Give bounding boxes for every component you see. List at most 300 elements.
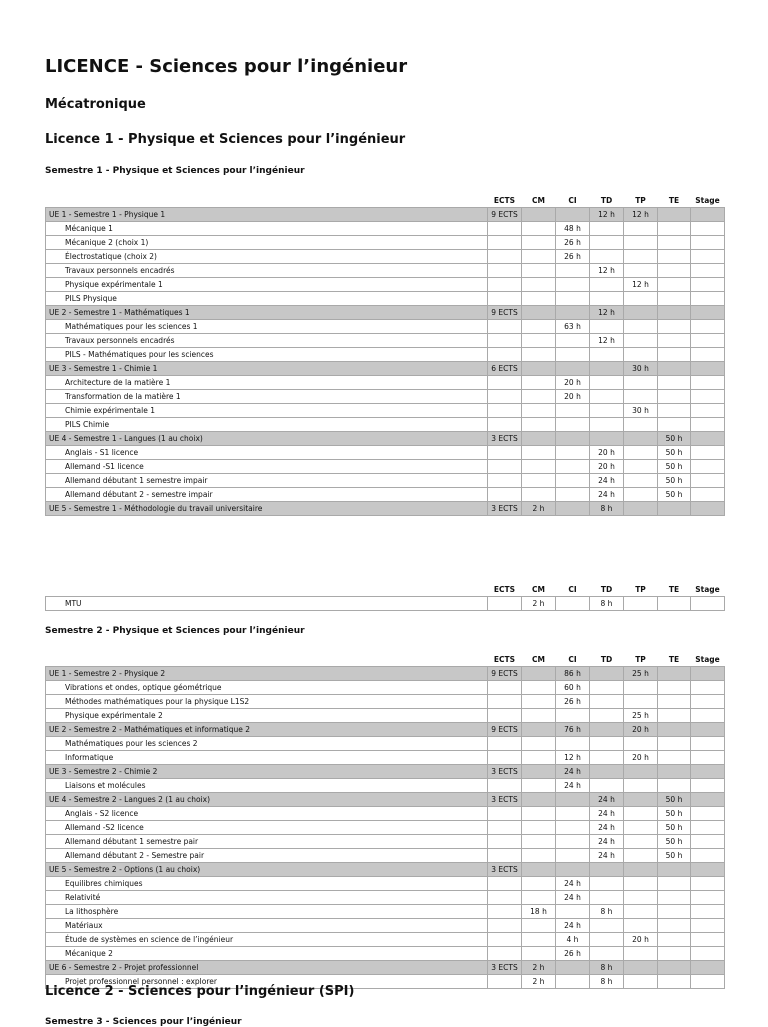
- column-header: ECTS: [493, 584, 516, 594]
- cell-tp: [624, 793, 658, 807]
- cell-te: 50 h: [658, 488, 691, 502]
- course-label: Projet professionnel personnel : explorer: [46, 975, 488, 989]
- cell-tp: [624, 835, 658, 849]
- cell-td: 8 h: [590, 975, 624, 989]
- cell-stage: [691, 975, 725, 989]
- cell-stage: [691, 222, 725, 236]
- cell-cm: [522, 376, 556, 390]
- cell-cm: [522, 264, 556, 278]
- cell-stage: [691, 947, 725, 961]
- ue-row: [46, 502, 725, 516]
- cell-ci: [556, 306, 590, 320]
- course-row: [46, 807, 725, 821]
- cell-stage: [691, 208, 725, 222]
- cell-tp: 25 h: [624, 667, 658, 681]
- course-row: [46, 222, 725, 236]
- course-label: Travaux personnels encadrés: [46, 334, 488, 348]
- cell-td: [590, 919, 624, 933]
- ue-row: [46, 362, 725, 376]
- cell-cm: [522, 306, 556, 320]
- column-header: TD: [600, 654, 613, 664]
- semester-3-heading: Semestre 3 - Sciences pour l’ingénieur: [45, 1017, 242, 1027]
- cell-tp: [624, 474, 658, 488]
- course-label: Informatique: [46, 751, 488, 765]
- cell-stage: [691, 765, 725, 779]
- cell-tp: [624, 863, 658, 877]
- cell-ects: [488, 446, 522, 460]
- cell-tp: [624, 695, 658, 709]
- cell-ci: 24 h: [556, 877, 590, 891]
- cell-te: [658, 320, 691, 334]
- cell-ci: 24 h: [556, 765, 590, 779]
- cell-ects: [488, 919, 522, 933]
- cell-stage: [691, 793, 725, 807]
- cell-stage: [691, 502, 725, 516]
- cell-stage: [691, 751, 725, 765]
- cell-te: [658, 709, 691, 723]
- cell-ci: [556, 807, 590, 821]
- cell-td: [590, 891, 624, 905]
- ue-label: UE 3 - Semestre 1 - Chimie 1: [46, 362, 488, 376]
- cell-ci: [556, 418, 590, 432]
- cell-tp: 12 h: [624, 278, 658, 292]
- cell-td: [590, 737, 624, 751]
- cell-stage: [691, 779, 725, 793]
- cell-ci: [556, 446, 590, 460]
- cell-ects: [488, 250, 522, 264]
- ue-label: UE 3 - Semestre 2 - Chimie 2: [46, 765, 488, 779]
- course-label: Relativité: [46, 891, 488, 905]
- cell-stage: [691, 348, 725, 362]
- cell-cm: [522, 849, 556, 863]
- cell-stage: [691, 723, 725, 737]
- licence-1-heading: Licence 1 - Physique et Sciences pour l’ingénieur: [45, 132, 406, 147]
- course-label: Allemand débutant 1 semestre impair: [46, 474, 488, 488]
- cell-tp: [624, 460, 658, 474]
- cell-stage: [691, 849, 725, 863]
- cell-cm: [522, 432, 556, 446]
- cell-stage: [691, 404, 725, 418]
- cell-ects: [488, 821, 522, 835]
- cell-stage: [691, 681, 725, 695]
- cell-ects: [488, 779, 522, 793]
- cell-ects: [488, 292, 522, 306]
- cell-td: [590, 292, 624, 306]
- column-header: CM: [532, 195, 545, 205]
- cell-ects: [488, 905, 522, 919]
- cell-cm: [522, 807, 556, 821]
- cell-td: [590, 933, 624, 947]
- cell-cm: [522, 765, 556, 779]
- ue-label: UE 1 - Semestre 1 - Physique 1: [46, 208, 488, 222]
- course-label: Allemand -S1 licence: [46, 460, 488, 474]
- cell-td: [590, 695, 624, 709]
- cell-tp: [624, 919, 658, 933]
- cell-te: 50 h: [658, 807, 691, 821]
- cell-td: [590, 709, 624, 723]
- cell-tp: [624, 446, 658, 460]
- cell-cm: [522, 695, 556, 709]
- cell-ects: [488, 404, 522, 418]
- cell-ci: 4 h: [556, 933, 590, 947]
- ue-label: UE 4 - Semestre 1 - Langues (1 au choix): [46, 432, 488, 446]
- cell-ci: [556, 362, 590, 376]
- column-header: Stage: [695, 584, 720, 594]
- course-row: [46, 390, 725, 404]
- cell-cm: [522, 723, 556, 737]
- cell-cm: [522, 446, 556, 460]
- cell-ci: 12 h: [556, 751, 590, 765]
- course-row: [46, 376, 725, 390]
- cell-cm: [522, 488, 556, 502]
- cell-ci: [556, 835, 590, 849]
- cell-ects: [488, 947, 522, 961]
- cell-ci: 63 h: [556, 320, 590, 334]
- cell-tp: [624, 681, 658, 695]
- cell-td: 24 h: [590, 488, 624, 502]
- cell-td: 24 h: [590, 474, 624, 488]
- cell-stage: [691, 460, 725, 474]
- cell-tp: [624, 432, 658, 446]
- cell-stage: [691, 597, 725, 611]
- ue-label: UE 2 - Semestre 2 - Mathématiques et informatique 2: [46, 723, 488, 737]
- cell-stage: [691, 863, 725, 877]
- course-label: Électrostatique (choix 2): [46, 250, 488, 264]
- course-row: [46, 460, 725, 474]
- ue-label: UE 2 - Semestre 1 - Mathématiques 1: [46, 306, 488, 320]
- course-label: Mathématiques pour les sciences 1: [46, 320, 488, 334]
- cell-cm: 2 h: [522, 502, 556, 516]
- cell-td: [590, 681, 624, 695]
- course-label: Mécanique 1: [46, 222, 488, 236]
- cell-ects: 3 ECTS: [488, 502, 522, 516]
- cell-stage: [691, 264, 725, 278]
- cell-td: [590, 765, 624, 779]
- cell-ci: [556, 863, 590, 877]
- cell-tp: [624, 334, 658, 348]
- cell-ci: [556, 460, 590, 474]
- course-row: [46, 236, 725, 250]
- cell-td: [590, 723, 624, 737]
- semester-2-table: [45, 653, 725, 989]
- course-label: Allemand débutant 2 - semestre impair: [46, 488, 488, 502]
- cell-te: [658, 905, 691, 919]
- cell-te: [658, 919, 691, 933]
- ue-label: UE 4 - Semestre 2 - Langues 2 (1 au choix): [46, 793, 488, 807]
- course-row: [46, 681, 725, 695]
- cell-tp: 20 h: [624, 751, 658, 765]
- course-label: Matériaux: [46, 919, 488, 933]
- cell-te: [658, 765, 691, 779]
- cell-tp: [624, 891, 658, 905]
- column-header: TE: [668, 584, 680, 594]
- cell-td: 8 h: [590, 905, 624, 919]
- cell-ects: [488, 222, 522, 236]
- cell-te: [658, 334, 691, 348]
- cell-cm: [522, 348, 556, 362]
- cell-td: 12 h: [590, 264, 624, 278]
- cell-ci: 26 h: [556, 236, 590, 250]
- cell-cm: 2 h: [522, 975, 556, 989]
- cell-cm: [522, 460, 556, 474]
- cell-tp: [624, 250, 658, 264]
- ue-label: UE 6 - Semestre 2 - Projet professionnel: [46, 961, 488, 975]
- ue-row: [46, 961, 725, 975]
- cell-cm: [522, 292, 556, 306]
- course-label: Allemand débutant 2 - Semestre pair: [46, 849, 488, 863]
- cell-tp: [624, 418, 658, 432]
- cell-te: 50 h: [658, 446, 691, 460]
- cell-cm: [522, 278, 556, 292]
- program-subtitle: Mécatronique: [45, 97, 146, 112]
- cell-stage: [691, 488, 725, 502]
- cell-cm: [522, 334, 556, 348]
- cell-te: [658, 390, 691, 404]
- course-row: [46, 919, 725, 933]
- cell-te: [658, 933, 691, 947]
- cell-te: [658, 863, 691, 877]
- cell-ects: 9 ECTS: [488, 306, 522, 320]
- cell-tp: 30 h: [624, 404, 658, 418]
- cell-tp: [624, 779, 658, 793]
- course-label: Vibrations et ondes, optique géométrique: [46, 681, 488, 695]
- cell-ects: [488, 695, 522, 709]
- cell-ects: [488, 751, 522, 765]
- course-label: Anglais - S1 licence: [46, 446, 488, 460]
- cell-td: 20 h: [590, 460, 624, 474]
- course-row: [46, 737, 725, 751]
- cell-te: [658, 779, 691, 793]
- cell-te: 50 h: [658, 821, 691, 835]
- column-header: Stage: [695, 654, 720, 664]
- course-label: La lithosphère: [46, 905, 488, 919]
- cell-td: [590, 250, 624, 264]
- cell-ects: 9 ECTS: [488, 723, 522, 737]
- cell-ects: [488, 681, 522, 695]
- cell-te: [658, 947, 691, 961]
- cell-td: [590, 222, 624, 236]
- course-row: [46, 751, 725, 765]
- cell-ects: [488, 278, 522, 292]
- cell-te: 50 h: [658, 474, 691, 488]
- cell-te: 50 h: [658, 432, 691, 446]
- cell-ci: 76 h: [556, 723, 590, 737]
- cell-ci: 26 h: [556, 695, 590, 709]
- cell-ects: [488, 474, 522, 488]
- cell-ci: [556, 292, 590, 306]
- cell-td: [590, 320, 624, 334]
- cell-te: [658, 723, 691, 737]
- cell-ci: 26 h: [556, 947, 590, 961]
- cell-ci: [556, 404, 590, 418]
- column-header: CI: [568, 584, 577, 594]
- cell-ects: [488, 390, 522, 404]
- ue-label: UE 1 - Semestre 2 - Physique 2: [46, 667, 488, 681]
- cell-ects: 3 ECTS: [488, 793, 522, 807]
- cell-ci: [556, 709, 590, 723]
- column-header: TD: [600, 584, 613, 594]
- course-row: [46, 278, 725, 292]
- cell-te: 50 h: [658, 849, 691, 863]
- column-header: TP: [635, 195, 646, 205]
- cell-te: [658, 292, 691, 306]
- ue-label: UE 5 - Semestre 1 - Méthodologie du travail universitaire: [46, 502, 488, 516]
- cell-ects: [488, 709, 522, 723]
- course-row: [46, 250, 725, 264]
- cell-cm: [522, 793, 556, 807]
- cell-ci: [556, 334, 590, 348]
- cell-stage: [691, 278, 725, 292]
- course-label: Liaisons et molécules: [46, 779, 488, 793]
- cell-cm: 2 h: [522, 961, 556, 975]
- cell-te: [658, 502, 691, 516]
- cell-tp: [624, 807, 658, 821]
- cell-ects: [488, 348, 522, 362]
- cell-stage: [691, 250, 725, 264]
- cell-tp: [624, 597, 658, 611]
- ue-row: [46, 793, 725, 807]
- cell-td: [590, 751, 624, 765]
- cell-stage: [691, 474, 725, 488]
- cell-td: 12 h: [590, 334, 624, 348]
- cell-td: 24 h: [590, 849, 624, 863]
- cell-tp: [624, 236, 658, 250]
- cell-stage: [691, 961, 725, 975]
- cell-stage: [691, 334, 725, 348]
- cell-stage: [691, 821, 725, 835]
- cell-cm: [522, 418, 556, 432]
- cell-cm: [522, 779, 556, 793]
- cell-ci: [556, 432, 590, 446]
- cell-te: [658, 306, 691, 320]
- cell-ci: [556, 961, 590, 975]
- cell-ects: [488, 835, 522, 849]
- cell-ects: [488, 849, 522, 863]
- cell-td: [590, 779, 624, 793]
- cell-ects: [488, 891, 522, 905]
- ue-row: [46, 765, 725, 779]
- cell-ects: 3 ECTS: [488, 863, 522, 877]
- cell-te: 50 h: [658, 793, 691, 807]
- course-label: Travaux personnels encadrés: [46, 264, 488, 278]
- cell-ci: 86 h: [556, 667, 590, 681]
- cell-te: [658, 348, 691, 362]
- course-label: MTU: [46, 597, 488, 611]
- cell-ects: [488, 376, 522, 390]
- cell-tp: [624, 306, 658, 320]
- cell-te: [658, 877, 691, 891]
- course-label: PILS Physique: [46, 292, 488, 306]
- cell-ects: 9 ECTS: [488, 208, 522, 222]
- column-header: CI: [568, 195, 577, 205]
- cell-ci: [556, 278, 590, 292]
- cell-ects: 3 ECTS: [488, 765, 522, 779]
- cell-cm: [522, 709, 556, 723]
- cell-te: 50 h: [658, 460, 691, 474]
- cell-td: [590, 278, 624, 292]
- cell-te: [658, 236, 691, 250]
- cell-te: [658, 961, 691, 975]
- cell-cm: [522, 821, 556, 835]
- table-header: [46, 194, 725, 208]
- cell-te: 50 h: [658, 835, 691, 849]
- cell-td: 24 h: [590, 835, 624, 849]
- cell-cm: 2 h: [522, 597, 556, 611]
- cell-ci: 20 h: [556, 390, 590, 404]
- course-label: Physique expérimentale 2: [46, 709, 488, 723]
- column-header: TD: [600, 195, 613, 205]
- cell-tp: [624, 292, 658, 306]
- cell-stage: [691, 362, 725, 376]
- cell-tp: [624, 222, 658, 236]
- cell-ects: [488, 488, 522, 502]
- cell-td: [590, 877, 624, 891]
- cell-ects: [488, 460, 522, 474]
- cell-ects: [488, 975, 522, 989]
- ue-row: [46, 723, 725, 737]
- cell-td: 8 h: [590, 502, 624, 516]
- cell-td: 8 h: [590, 961, 624, 975]
- cell-cm: [522, 390, 556, 404]
- cell-cm: [522, 320, 556, 334]
- cell-stage: [691, 418, 725, 432]
- ue-label: UE 5 - Semestre 2 - Options (1 au choix): [46, 863, 488, 877]
- cell-te: [658, 418, 691, 432]
- course-label: Transformation de la matière 1: [46, 390, 488, 404]
- cell-cm: [522, 835, 556, 849]
- semester-1-table: [45, 194, 725, 516]
- cell-stage: [691, 695, 725, 709]
- cell-cm: [522, 667, 556, 681]
- cell-cm: [522, 236, 556, 250]
- column-header: ECTS: [493, 654, 516, 664]
- course-row: [46, 292, 725, 306]
- cell-cm: [522, 947, 556, 961]
- cell-ci: [556, 474, 590, 488]
- cell-ci: [556, 793, 590, 807]
- cell-ects: [488, 236, 522, 250]
- cell-td: [590, 362, 624, 376]
- page-title: LICENCE - Sciences pour l’ingénieur: [45, 56, 408, 77]
- cell-te: [658, 597, 691, 611]
- cell-tp: [624, 877, 658, 891]
- ue-row: [46, 667, 725, 681]
- cell-te: [658, 737, 691, 751]
- cell-te: [658, 208, 691, 222]
- course-label: Allemand débutant 1 semestre pair: [46, 835, 488, 849]
- cell-ci: 24 h: [556, 891, 590, 905]
- cell-ects: 3 ECTS: [488, 432, 522, 446]
- cell-ci: 48 h: [556, 222, 590, 236]
- cell-cm: [522, 877, 556, 891]
- cell-cm: [522, 891, 556, 905]
- ue-row: [46, 863, 725, 877]
- cell-td: 12 h: [590, 306, 624, 320]
- cell-td: [590, 418, 624, 432]
- cell-ci: [556, 208, 590, 222]
- cell-ci: [556, 264, 590, 278]
- cell-stage: [691, 709, 725, 723]
- cell-td: [590, 376, 624, 390]
- cell-stage: [691, 432, 725, 446]
- column-header: CM: [532, 584, 545, 594]
- column-header: CI: [568, 654, 577, 664]
- cell-cm: [522, 362, 556, 376]
- cell-ci: [556, 348, 590, 362]
- cell-stage: [691, 737, 725, 751]
- column-header: TP: [635, 584, 646, 594]
- cell-ci: [556, 737, 590, 751]
